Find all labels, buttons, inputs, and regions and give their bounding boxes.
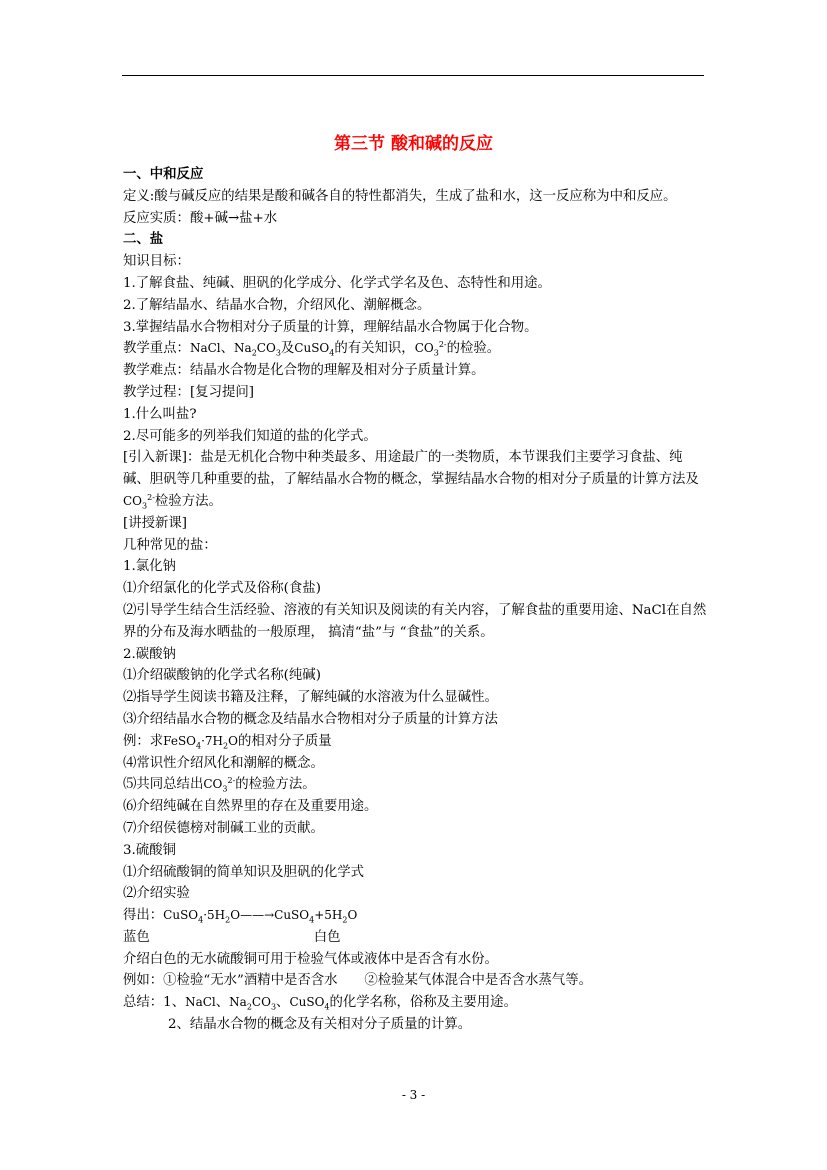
text-line: 蓝色 白色 bbox=[123, 929, 341, 945]
text-line: [引入新课]：盐是无机化合物中种类最多、用途最广的一类物质，本节课我们主要学习食盐、纯碱、胆矾等几种重要的盐，了解结晶水合物的概念，掌握结晶水合物的相对分子质量的计算方法及$CO_3^{2-}$检验方法。 bbox=[123, 450, 699, 511]
text-line: ⑴介绍碳酸钠的化学式名称(纯碱) bbox=[123, 668, 321, 684]
text-line: 3.掌握结晶水合物相对分子质量的计算，理解结晶水合物属于化合物。 bbox=[123, 319, 538, 335]
text-line: 知识目标： bbox=[123, 254, 190, 270]
text-line: 教学难点：结晶水合物是化合物的理解及相对分子质量计算。 bbox=[123, 363, 485, 379]
text-line: 3.硫酸铜 bbox=[123, 842, 176, 858]
document-body bbox=[123, 164, 708, 1036]
text-line: ⑵介绍实验 bbox=[123, 886, 190, 902]
text-line: 2.碳酸钠 bbox=[123, 646, 176, 662]
text-line: 1.氯化钠 bbox=[123, 559, 176, 575]
text-line: 教学重点：NaCl、$Na_2CO_3$及CuSO$_4$的有关知识，$CO_3^{2-}$的检验。 bbox=[123, 340, 501, 358]
text-line: 反应实质：酸+碱→盐+水 bbox=[123, 210, 278, 226]
text-line: 例如：①检验“无水”酒精中是否含水 ②检验某气体混合中是否含水蒸气等。 bbox=[123, 973, 592, 989]
page-number: - 3 - bbox=[401, 1088, 426, 1102]
text-line: ⑴介绍硫酸铜的简单知识及胆矾的化学式 bbox=[123, 864, 365, 880]
text-line: 2、结晶水合物的概念及有关相对分子质量的计算。 bbox=[168, 1017, 472, 1033]
section-heading: 一、中和反应 bbox=[123, 167, 204, 182]
text-line: 得出：$CuSO_4\cdot 5H_2O——\to CuSO_4+5H_2O$ bbox=[123, 908, 358, 925]
text-line: 定义:酸与碱反应的结果是酸和碱各自的特性都消失，生成了盐和水，这一反应称为中和反应。 bbox=[123, 188, 677, 204]
page-title: 第三节 酸和碱的反应 bbox=[334, 134, 493, 154]
text-line: 介绍白色的无水硫酸铜可用于检验气体或液体中是否含有水份。 bbox=[123, 951, 498, 967]
text-line: ⑵引导学生结合生活经验、溶液的有关知识及阅读的有关内容，了解食盐的重要用途、NaCl在自然界的分布及海水晒盐的一般原理， 搞清“盐”与 “食盐”的关系。 bbox=[123, 602, 707, 640]
text-line: 例：求$FeSO_4\cdot 7H_2O$的相对分子质量 bbox=[123, 733, 332, 751]
text-line: 几种常见的盐： bbox=[123, 537, 217, 553]
text-line: 1.什么叫盐? bbox=[123, 406, 197, 422]
text-line: ⑹介绍纯碱在自然界里的存在及重要用途。 bbox=[123, 799, 378, 815]
text-line: [讲授新课] bbox=[123, 515, 188, 531]
text-line: 2.了解结晶水、结晶水合物，介绍风化、潮解概念。 bbox=[123, 297, 431, 313]
text-line: ⑵指导学生阅读书籍及注释，了解纯碱的水溶液为什么显碱性。 bbox=[123, 690, 498, 706]
text-line: ⑴介绍氯化的化学式及俗称(食盐) bbox=[123, 581, 321, 597]
text-line: ⑷常识性介绍风化和潮解的概念。 bbox=[123, 755, 324, 771]
text-line: ⑶介绍结晶水合物的概念及结晶水合物相对分子质量的计算方法 bbox=[123, 711, 498, 727]
section-heading: 二、盐 bbox=[123, 232, 164, 248]
header-rule bbox=[122, 75, 704, 76]
text-line: 总结：1、NaCl、$Na_2CO_3$、CuSO$_4$的化学名称，俗称及主要用途。 bbox=[123, 995, 517, 1012]
text-line: 1.了解食盐、纯碱、胆矾的化学成分、化学式学名及色、态特性和用途。 bbox=[123, 275, 551, 291]
text-line: ⑸共同总结出$CO_3^{2-}$的检验方法。 bbox=[123, 776, 316, 794]
text-line: ⑺介绍侯德榜对制碱工业的贡献。 bbox=[123, 820, 324, 836]
text-line: 教学过程：[复习提问] bbox=[123, 384, 254, 400]
text-line: 2.尽可能多的列举我们知道的盐的化学式。 bbox=[123, 428, 377, 444]
